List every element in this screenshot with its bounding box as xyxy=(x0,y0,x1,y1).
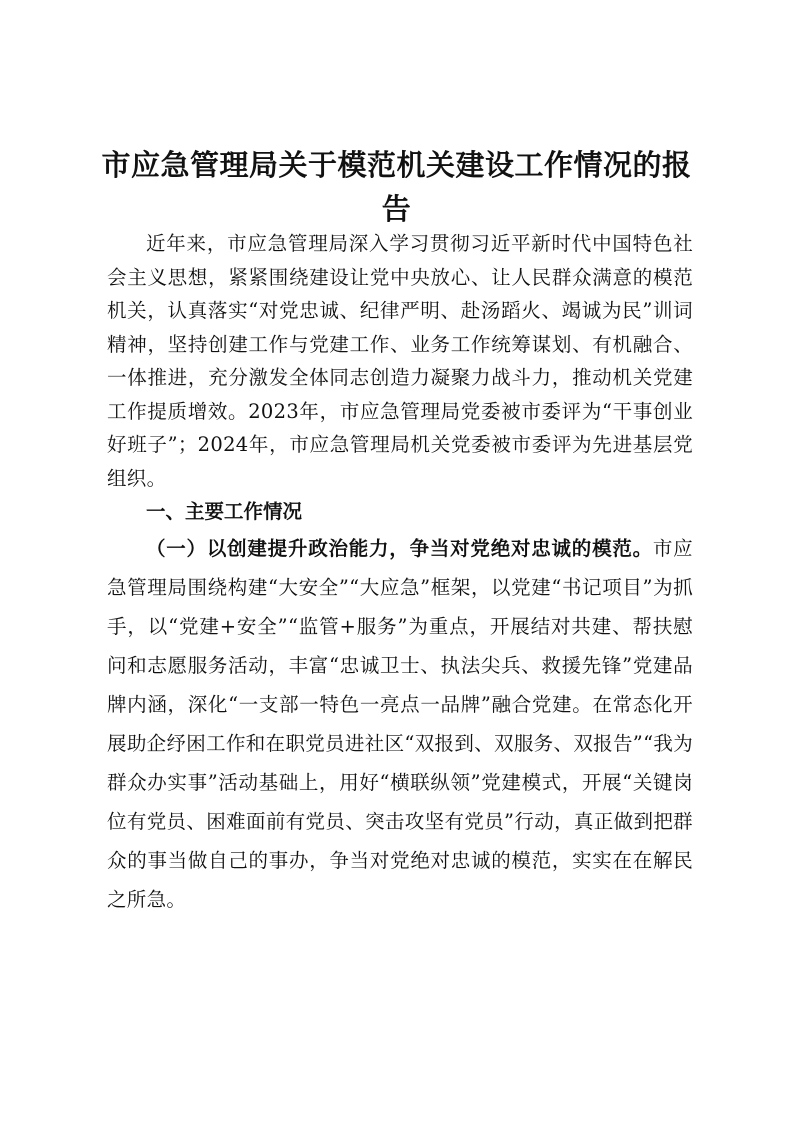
section-heading: 一、主要工作情况 xyxy=(146,500,303,523)
item-body-text: 市应急管理局围绕构建“大安全”“大应急”框架，以党建“书记项目”为抓手，以“党建+安全”“监管+服务”为重点，开展结对共建、帮扶慰问和志愿服务活动，丰富“忠诚卫士、执法尖兵、救援先锋”党建品牌内涵，深化“一支部一特色一亮点一品牌”融合党建。在常态化开展助企纾困工作和在职党员进社区“双报到、双服务、双报告”“我为群众办实事”活动基础上，用好“横联纵领”党建模式，开展“关键岗位有党员、困难面前有党员、突击攻坚有党员”行动，真正做到把群众的事当做自己的事办，争当对党绝对忠诚的模范，实实在在解民之所急。 xyxy=(107,536,693,911)
document-body xyxy=(107,227,693,919)
item-paragraph xyxy=(107,529,693,919)
intro-paragraph: 近年来，市应急管理局深入学习贯彻习近平新时代中国特色社会主义思想，紧紧围绕建设让党中央放心、让人民群众满意的模范机关，认真落实“对党忠诚、纪律严明、赴汤蹈火、竭诚为民”训词精神，坚持创建工作与党建工作、业务工作统筹谋划、有机融合、一体推进，充分激发全体同志创造力凝聚力战斗力，推动机关党建工作提质增效。2023年，市应急管理局党委被市委评为“干事创业好班子”；2024年，市应急管理局机关党委被市委评为先进基层党组织。 xyxy=(107,232,693,490)
item-lead-sentence: （一）以创建提升政治能力，争当对党绝对忠诚的模范。 xyxy=(146,536,653,560)
document-title: 市应急管理局关于模范机关建设工作情况的报告 xyxy=(101,148,692,226)
